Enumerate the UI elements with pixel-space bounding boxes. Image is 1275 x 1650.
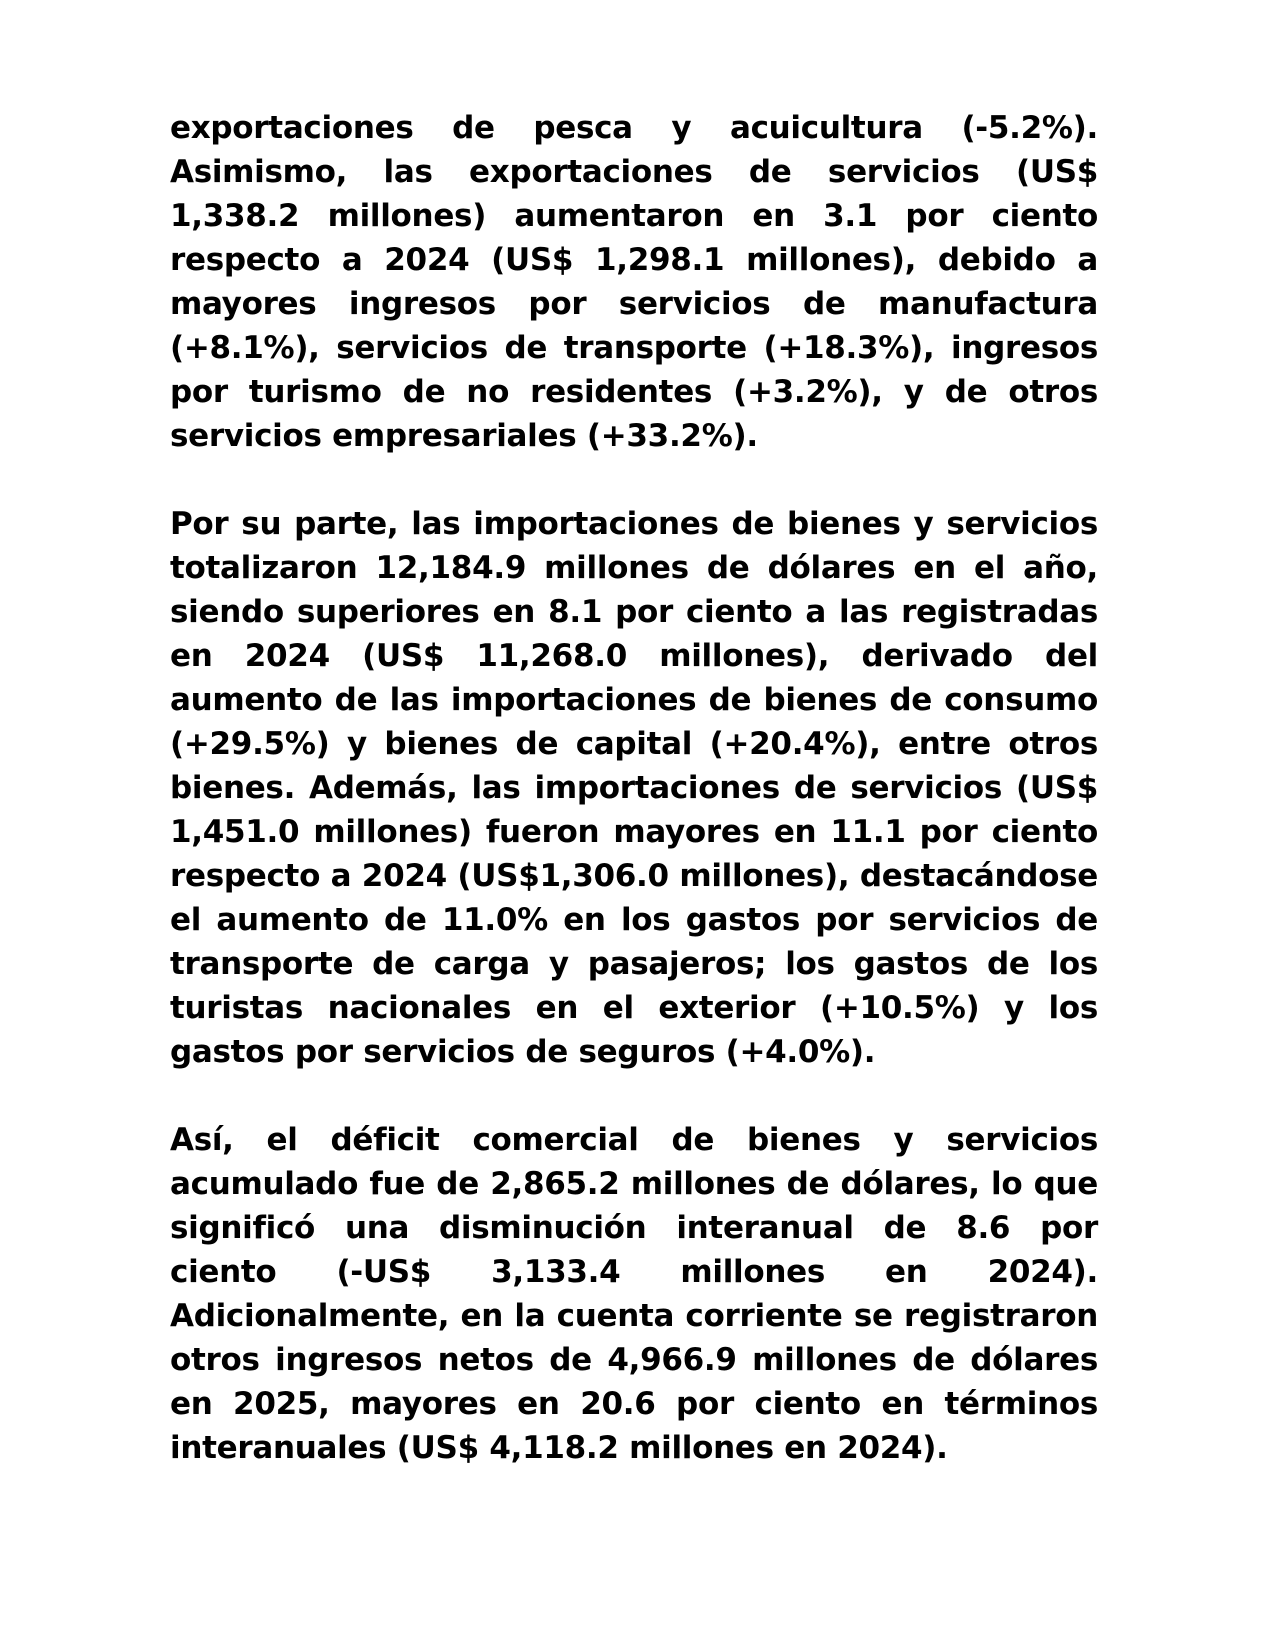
- paragraph-importaciones: Por su parte, las importaciones de bienes y servicios totalizaron 12,184.9 millones de dólares en el año, siendo superiores en 8.1 por ciento a las registradas en 2024 (US$ 11,268.0 millones), derivado del aumento de las importaciones de bienes de consumo (+29.5%) y bienes de capital (+20.4%), entre otros bienes. Además, las importaciones de servicios (US$ 1,451.0 millones) fueron mayores en 11.1 por ciento respecto a 2024 (US$1,306.0 millones), destacándose el aumento de 11.0% en los gastos por servicios de transporte de carga y pasajeros; los gastos de los turistas nacionales en el exterior (+10.5%) y los gastos por servicios de seguros (+4.0%).: [170, 506, 1098, 1070]
- paragraph-exportaciones: exportaciones de pesca y acuicultura (-5.2%). Asimismo, las exportaciones de servicios (US$ 1,338.2 millones) aumentaron en 3.1 por ciento respecto a 2024 (US$ 1,298.1 millones), debido a mayores ingresos por servicios de manufactura (+8.1%), servicios de transporte (+18.3%), ingresos por turismo de no residentes (+3.2%), y de otros servicios empresariales (+33.2%).: [170, 110, 1098, 454]
- paragraph-deficit-comercial: Así, el déficit comercial de bienes y servicios acumulado fue de 2,865.2 millones de dólares, lo que significó una disminución interanual de 8.6 por ciento (-US$ 3,133.4 millones en 2024). Adicionalmente, en la cuenta corriente se registraron otros ingresos netos de 4,966.9 millones de dólares en 2025, mayores en 20.6 por ciento en términos interanuales (US$ 4,118.2 millones en 2024).: [170, 1122, 1098, 1466]
